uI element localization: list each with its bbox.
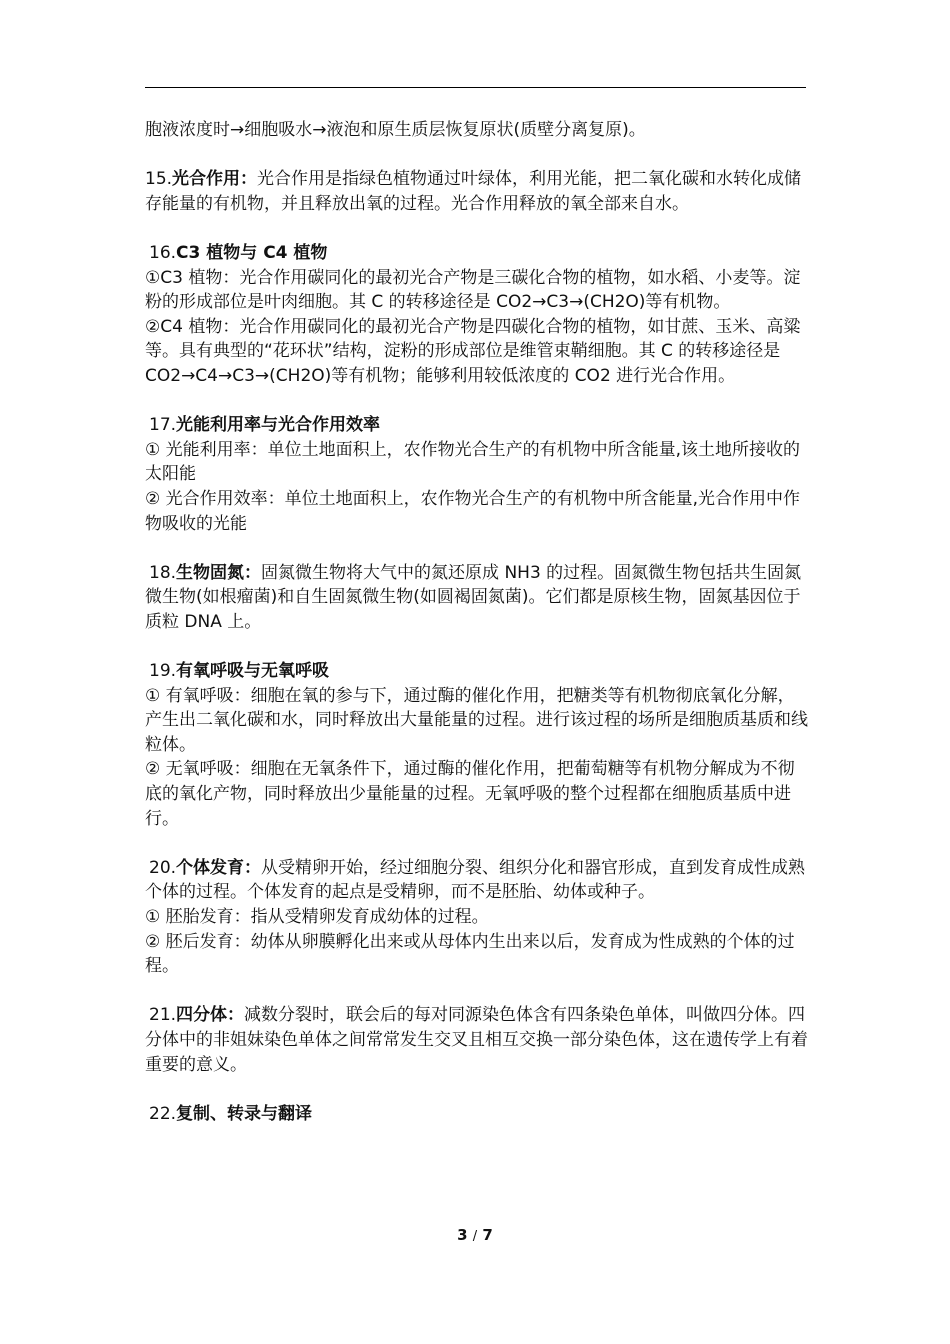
section-20: 20.个体发育：从受精卵开始，经过细胞分裂、组织分化和器官形成，直到发育成性成熟个体的过程。个体发育的起点是受精卵，而不是胚胎、幼体或种子。 [145, 857, 806, 903]
section-19-title: 有氧呼吸与无氧呼吸 [176, 661, 330, 682]
section-19-heading: 19.有氧呼吸与无氧呼吸 [149, 661, 330, 682]
section-16-heading: 16.C3 植物与 C4 植物 [149, 242, 328, 263]
section-19-item-1: ① 有氧呼吸：细胞在氧的参与下，通过酶的催化作用，把糖类等有机物彻底氧化分解，产生出二氧化碳和水，同时释放出大量能量的过程。进行该过程的场所是细胞质基质和线粒体。 [145, 685, 808, 755]
section-16-item-1: ①C3 植物：光合作用碳同化的最初光合产物是三碳化合物的植物，如水稻、小麦等。淀粉的形成部位是叶肉细胞。其 C 的转移途径是 CO2→C3→(CH2O)等有机物。 [145, 267, 801, 313]
section-22-heading: 22.复制、转录与翻译 [149, 1103, 313, 1124]
page-number: 3 / 7 [457, 1226, 493, 1244]
section-16-item-2: ②C4 植物：光合作用碳同化的最初光合产物是四碳化合物的植物，如甘蔗、玉米、高粱等。具有典型的“花环状”结构，淀粉的形成部位是维管束鞘细胞。其 C 的转移途径是 CO2→C4→C3→(CH2O)等有机物；能够利用较低浓度的 CO2 进行光合作用。 [145, 316, 801, 386]
section-20-item-1: ① 胚胎发育：指从受精卵发育成幼体的过程。 [145, 907, 489, 927]
section-17-item-1: ① 光能利用率：单位土地面积上，农作物光合生产的有机物中所含能量,该土地所接收的太阳能 [145, 439, 801, 485]
current-page: 3 [457, 1226, 468, 1244]
section-22-title: 复制、转录与翻译 [176, 1103, 313, 1124]
section-15: 15.光合作用：光合作用是指绿色植物通过叶绿体，利用光能，把二氧化碳和水转化成储存能量的有机物，并且释放出氧的过程。光合作用释放的氧全部来自水。 [145, 169, 802, 214]
section-20-item-2: ② 胚后发育：幼体从卵膜孵化出来或从母体内生出来以后，发育成为性成熟的个体的过程。 [145, 931, 795, 977]
section-16-title: C3 植物与 C4 植物 [176, 242, 328, 263]
section-20-title: 个体发育 [176, 857, 245, 878]
section-19-item-2: ② 无氧呼吸：细胞在无氧条件下，通过酶的催化作用，把葡萄糖等有机物分解成为不彻底的氧化产物，同时释放出少量能量的过程。无氧呼吸的整个过程都在细胞质基质中进行。 [145, 759, 795, 829]
section-17-item-2: ② 光合作用效率：单位土地面积上，农作物光合生产的有机物中所含能量,光合作用中作物吸收的光能 [145, 488, 801, 534]
section-17-title: 光能利用率与光合作用效率 [176, 415, 381, 436]
document-body [145, 118, 810, 1126]
section-21-title: 四分体 [176, 1005, 228, 1026]
section-18: 18.生物固氮：固氮微生物将大气中的氮还原成 NH3 的过程。固氮微生物包括共生固氮微生物(如根瘤菌)和自生固氮微生物(如圆褐固氮菌)。它们都是原核生物，固氮基因位于质粒 DNA 上。 [145, 562, 802, 632]
paragraph-continuation: 胞液浓度时→细胞吸水→液泡和原生质层恢复原状(质壁分离复原)。 [145, 120, 646, 140]
section-17-heading: 17.光能利用率与光合作用效率 [149, 415, 381, 436]
total-pages: 7 [482, 1226, 493, 1244]
section-18-title: 生物固氮 [176, 562, 245, 583]
section-15-title: 光合作用 [172, 169, 241, 190]
section-21: 21.四分体：减数分裂时，联会后的每对同源染色体含有四条染色单体，叫做四分体。四分体中的非姐妹染色单体之间常常发生交叉且相互交换一部分染色体，这在遗传学上有着重要的意义。 [145, 1005, 808, 1075]
header-rule [145, 87, 806, 88]
